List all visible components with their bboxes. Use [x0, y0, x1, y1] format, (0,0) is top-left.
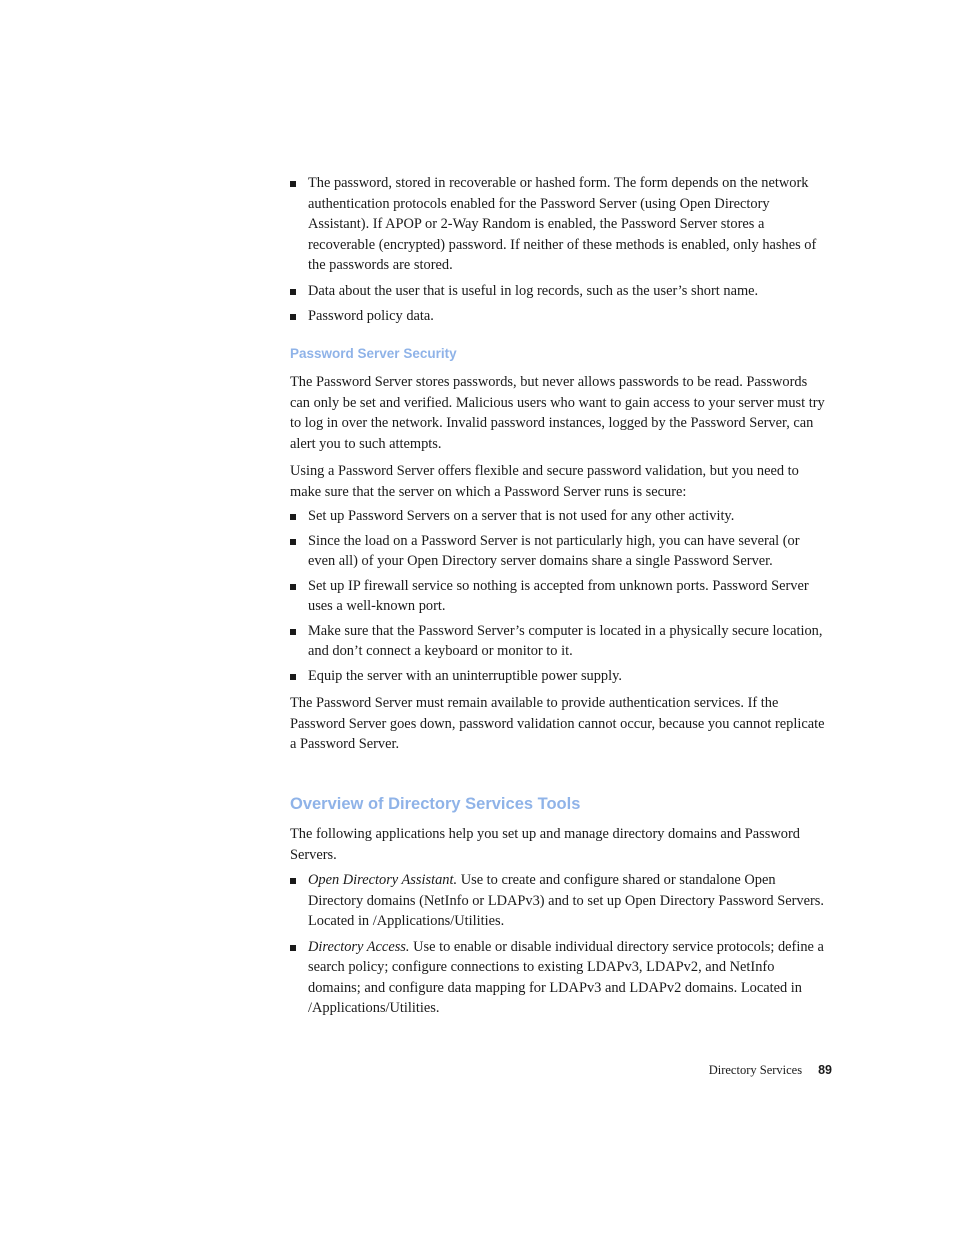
list-item: Set up IP firewall service so nothing is accepted from unknown ports. Password Server uses a well-known port. — [290, 576, 830, 617]
bullet-square-icon — [290, 539, 296, 545]
bullet-square-icon — [290, 629, 296, 635]
list-item: Set up Password Servers on a server that is not used for any other activity. — [290, 506, 830, 527]
section-heading: Overview of Directory Services Tools — [290, 795, 581, 813]
tool-description: Use to enable or disable individual directory service protocols; define a search policy; configure connections to existing LDAPv3, LDAPv2, and NetInfo domains; and configure data mapping for LDAPv3 and LDAPv2 domains. Located in /Applications/Utilities. — [308, 938, 824, 1016]
list-item: The password, stored in recoverable or hashed form. The form depends on the network authentication protocols enabled for the Password Server (using Open Directory Assistant). If APOP or 2-Way Random is enabled, the Password Server stores a recoverable (encrypted) password. If neither of these methods is enabled, only hashes of the passwords are stored. — [290, 173, 830, 276]
bullet-square-icon — [290, 289, 296, 295]
page-number: 89 — [818, 1063, 832, 1077]
list-item: Data about the user that is useful in log records, such as the user’s short name. — [290, 281, 830, 302]
section-heading: Password Server Security — [290, 346, 457, 361]
list-item: Password policy data. — [290, 306, 830, 327]
overview-section — [290, 795, 830, 814]
tool-description: Use to create and configure shared or standalone Open Directory domains (NetInfo or LDAPv3) and to set up Open Directory Password Servers. Located in /Applications/Utilities. — [308, 872, 824, 929]
footer-title: Directory Services — [708, 1063, 803, 1077]
paragraph: The Password Server stores passwords, but never allows passwords to be read. Passwords can only be set and verified. Malicious users who want to gain access to your server must try to log in over the network. Invalid password instances, logged by the Password Server, can alert you to such attempts. — [290, 374, 825, 452]
security-section — [290, 346, 830, 361]
bullet-square-icon — [290, 945, 296, 951]
list-item: Equip the server with an uninterruptible power supply. — [290, 666, 830, 687]
bullet-square-icon — [290, 584, 296, 590]
overview-body — [290, 824, 830, 1019]
paragraph: The Password Server must remain available to provide authentication services. If the Password Server goes down, password validation cannot occur, because you cannot replicate a Password Server. — [290, 695, 825, 752]
tool-name: Directory Access. — [308, 938, 414, 955]
paragraph: Using a Password Server offers flexible and secure password validation, but you need to make sure that the server on which a Password Server runs is secure: — [290, 463, 799, 500]
list-item — [290, 870, 830, 932]
bullet-square-icon — [290, 674, 296, 680]
tool-name: Open Directory Assistant. — [308, 872, 461, 888]
security-body — [290, 372, 830, 755]
list-item: Since the load on a Password Server is not particularly high, you can have several (or even all) of your Open Directory server domains share a single Password Server. — [290, 531, 830, 572]
list-item — [290, 937, 830, 1019]
bullet-square-icon — [290, 181, 296, 187]
paragraph: The following applications help you set up and manage directory domains and Password Servers. — [290, 826, 800, 863]
bullet-square-icon — [290, 314, 296, 320]
bullet-square-icon — [290, 878, 296, 884]
top-bullet-list — [290, 173, 830, 327]
page-footer — [600, 1063, 832, 1078]
bullet-square-icon — [290, 514, 296, 520]
list-item: Make sure that the Password Server’s computer is located in a physically secure location, and don’t connect a keyboard or monitor to it. — [290, 621, 830, 662]
